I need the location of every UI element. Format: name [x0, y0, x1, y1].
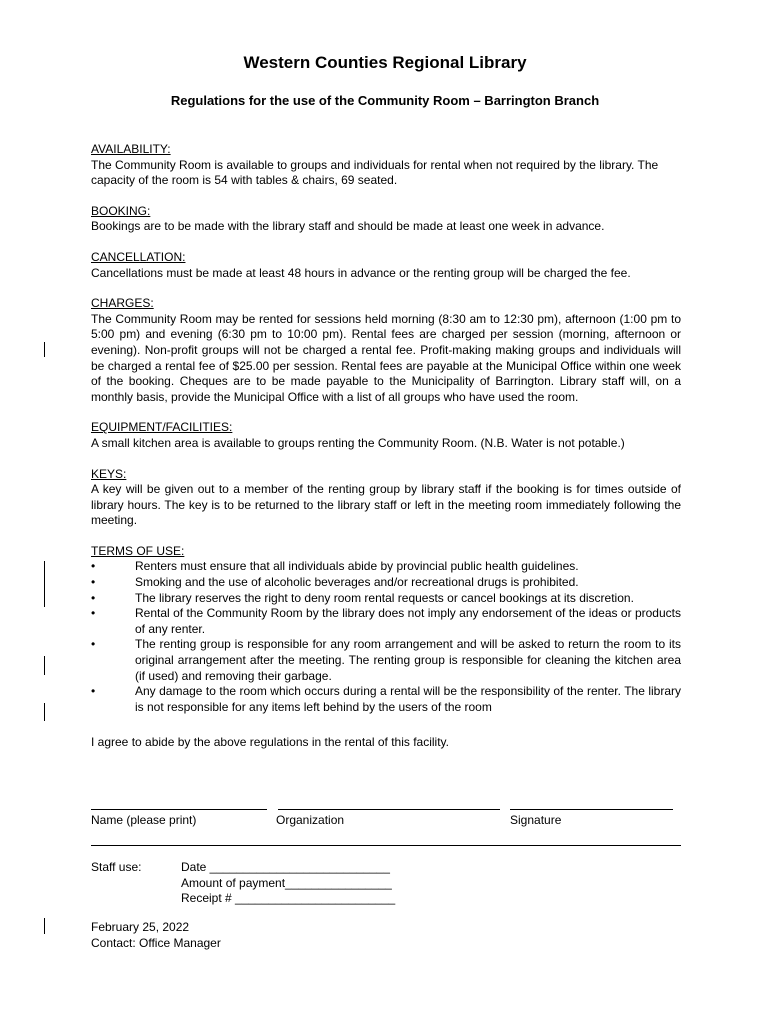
revision-bar — [44, 561, 45, 607]
organization-label: Organization — [276, 813, 345, 827]
section-availability — [91, 142, 681, 189]
list-item: • Any damage to the room which occurs during a rental will be the responsibility of the renter. The library is not responsible for any items left behind by the users of the room — [91, 684, 681, 714]
agreement-statement: I agree to abide by the above regulations in the rental of this facility. — [91, 735, 449, 750]
section-text: The Community Room may be rented for sessions held morning (8:30 am to 12:30 pm), afternoon (1:00 pm to 5:00 pm) and evening (6:30 pm to 10:00 pm). Rental fees are charged per session (morning, afternoon or evening). Non-profit groups will not be charged a rental fee. Profit-making making groups and individuals will be charged a rental fee of $25.00 per session. Rental fees are payable at the Municipal Office within one week of the booking. Cheques are to be made payable to the Municipality of Barrington. Library staff will, on a monthly basis, provide the Municipal Office with a list of all groups who have used the room. — [91, 311, 681, 404]
signature-label: Signature — [510, 813, 562, 827]
list-item: • The renting group is responsible for any room arrangement and will be asked to return the room to its original arrangement after the meeting. The renting group is responsible for cleaning the kitchen area (if used) and removing their garbage. — [91, 637, 681, 683]
revision-bar — [44, 703, 45, 721]
list-item: • Renters must ensure that all individuals abide by provincial public health guidelines. — [91, 559, 579, 574]
section-equipment — [91, 420, 681, 451]
section-booking — [91, 204, 681, 235]
revision-bar — [44, 918, 45, 934]
bullet-icon: • — [91, 559, 96, 574]
bullet-icon: • — [91, 637, 96, 652]
staff-use-label: Staff use: — [91, 860, 142, 874]
section-heading: TERMS OF USE: — [91, 543, 185, 558]
section-heading: AVAILABILITY: — [91, 142, 171, 156]
terms-list — [91, 559, 681, 715]
bullet-icon: • — [91, 590, 96, 605]
organization-line[interactable] — [278, 795, 500, 810]
section-charges — [91, 296, 681, 405]
signature-line[interactable] — [510, 795, 673, 810]
footer — [91, 920, 221, 951]
regulations-body — [91, 142, 681, 751]
signature-row — [91, 795, 681, 835]
revision-bar — [44, 656, 45, 675]
section-text: The Community Room is available to groups and individuals for rental when not required by the library. The capacity of the room is 54 with tables & chairs, 69 seated. — [91, 157, 659, 188]
list-item: • Smoking and the use of alcoholic beverages and/or recreational drugs is prohibited. — [91, 575, 579, 590]
date-field[interactable]: Date ___________________________ — [181, 860, 390, 874]
list-item: • Rental of the Community Room by the library does not imply any endorsement of the ideas or products of any renter. — [91, 606, 681, 636]
section-heading: EQUIPMENT/FACILITIES: — [91, 420, 233, 435]
contact-line: Contact: Office Manager — [91, 935, 221, 950]
section-terms — [91, 544, 681, 716]
divider — [91, 845, 681, 846]
amount-field[interactable]: Amount of payment________________ — [181, 875, 392, 890]
document-date: February 25, 2022 — [91, 920, 190, 934]
bullet-icon: • — [91, 684, 96, 699]
document-subtitle: Regulations for the use of the Community Room – Barrington Branch — [170, 93, 600, 108]
revision-bar — [44, 342, 45, 357]
section-text: Bookings are to be made with the library staff and should be made at least one week in advance. — [91, 219, 605, 234]
section-heading: CANCELLATION: — [91, 249, 186, 264]
name-label: Name (please print) — [91, 813, 197, 827]
section-heading: BOOKING: — [91, 203, 151, 218]
name-line[interactable] — [91, 795, 267, 810]
section-cancellation — [91, 250, 681, 281]
staff-fields — [181, 860, 395, 907]
section-text: Cancellations must be made at least 48 hours in advance or the renting group will be charged the fee. — [91, 265, 631, 280]
document-title: Western Counties Regional Library — [243, 53, 527, 72]
section-text: A key will be given out to a member of the renting group by library staff if the booking is for times outside of library hours. The key is to be returned to the library staff or left in the meeting room immediately following the meeting. — [91, 482, 681, 528]
section-heading: KEYS: — [91, 466, 127, 481]
bullet-icon: • — [91, 575, 96, 590]
list-item: • The library reserves the right to deny room rental requests or cancel bookings at its discretion. — [91, 590, 634, 605]
receipt-field[interactable]: Receipt # ________________________ — [181, 891, 396, 906]
bullet-icon: • — [91, 606, 96, 621]
section-text: A small kitchen area is available to groups renting the Community Room. (N.B. Water is not potable.) — [91, 435, 625, 450]
section-heading: CHARGES: — [91, 296, 154, 311]
section-keys — [91, 467, 681, 529]
